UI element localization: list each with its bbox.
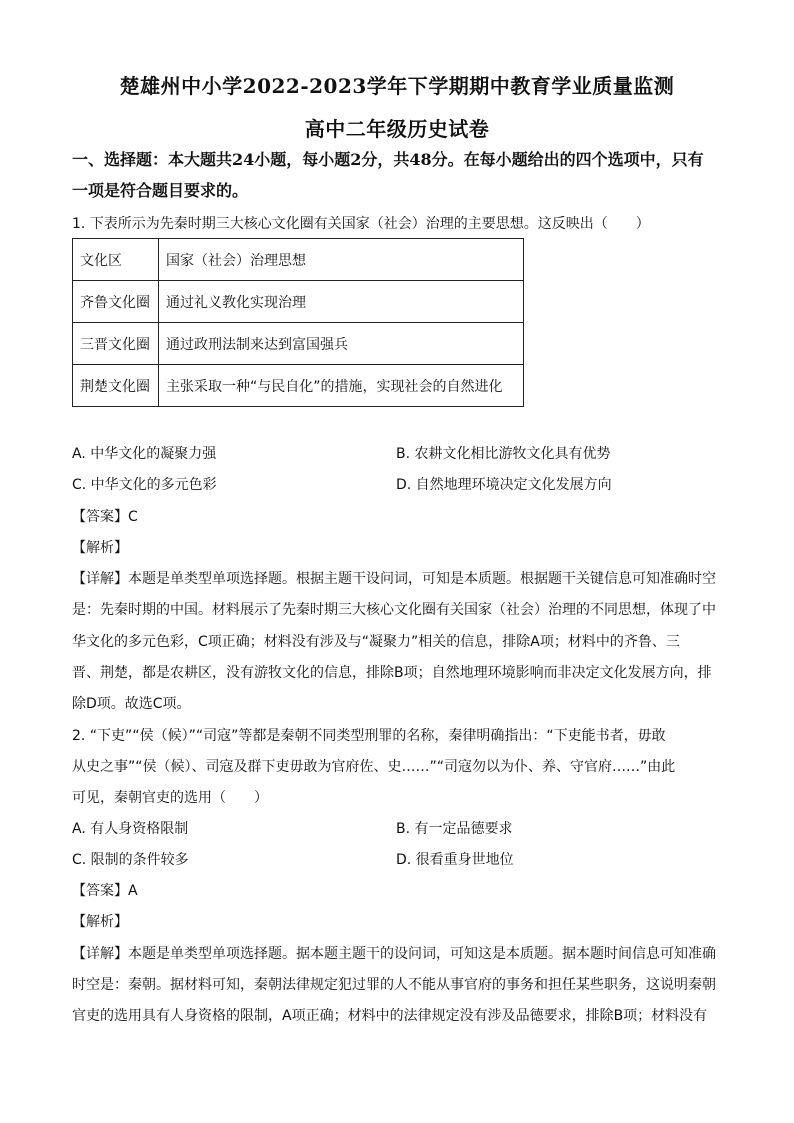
q2-analysis-label: 【解析】 — [72, 914, 128, 930]
q2-stem-line: 可见，秦朝官吏的选用（ ） — [72, 790, 268, 806]
section-heading-line-2: 一项是符合题目要求的。 — [72, 181, 249, 200]
q2-detail-line: 官吏的选用具有人身资格的限制，A项正确；材料中的法律规定没有涉及品德要求，排除B项；材料没有 — [72, 1008, 708, 1024]
table-header-cell: 文化区 — [73, 239, 159, 281]
q1-detail-line: 晋、荆楚，都是农耕区，没有游牧文化的信息，排除B项；自然地理环境影响而非决定文化发展方向，排 — [72, 665, 712, 681]
q1-option-a: A. 中华文化的凝聚力强 — [72, 446, 217, 462]
exam-subtitle: 高中二年级历史试卷 — [304, 117, 490, 141]
q1-answer: 【答案】C — [72, 509, 138, 525]
q2-detail-line: 【详解】本题是单类型单项选择题。据本题主题干的设问词，可知这是本质题。据本题时间信息可知准确 — [72, 946, 716, 962]
table-cell: 三晋文化圈 — [73, 323, 159, 365]
table-row — [73, 365, 524, 407]
q2-stem-line: 2. “下吏”“侯（候）”“司寇”等都是秦朝不同类型刑罪的名称，秦律明确指出：“下吏能书者，毋敢 — [72, 728, 666, 744]
table-row — [73, 281, 524, 323]
q1-detail-line: 【详解】本题是单类型单项选择题。根据主题干设问词，可知是本质题。根据题干关键信息可知准确时空 — [72, 571, 716, 587]
section-heading-line-1: 一、选择题：本大题共24小题，每小题2分，共48分。在每小题给出的四个选项中，只有 — [72, 150, 704, 169]
q1-analysis-label: 【解析】 — [72, 540, 128, 556]
q1-detail-line: 除D项。故选C项。 — [72, 696, 191, 712]
table-header-cell: 国家（社会）治理思想 — [159, 239, 524, 281]
table-cell: 通过政刑法制来达到富国强兵 — [159, 323, 524, 365]
q1-option-d: D. 自然地理环境决定文化发展方向 — [396, 477, 612, 493]
q1-option-b: B. 农耕文化相比游牧文化具有优势 — [396, 446, 611, 462]
q1-detail-line: 华文化的多元色彩，C项正确；材料没有涉及与“凝聚力”相关的信息，排除A项；材料中的齐鲁、三 — [72, 634, 680, 650]
table-cell: 齐鲁文化圈 — [73, 281, 159, 323]
table-header-row — [73, 239, 524, 281]
exam-title: 楚雄州中小学2022-2023学年下学期期中教育学业质量监测 — [119, 74, 675, 98]
table-row — [73, 323, 524, 365]
q2-stem-line: 从史之事”“侯（候）、司寇及群下吏毋敢为官府佐、史……”“司寇勿以为仆、养、守官府……”由此 — [72, 759, 676, 775]
table-cell: 主张采取一种“与民自化”的措施，实现社会的自然进化 — [159, 365, 524, 407]
q1-detail-line: 是：先秦时期的中国。材料展示了先秦时期三大核心文化圈有关国家（社会）治理的不同思想，体现了中 — [72, 602, 716, 618]
q2-answer: 【答案】A — [72, 883, 138, 899]
q2-option-a: A. 有人身资格限制 — [72, 821, 189, 837]
q2-detail-line: 时空是：秦朝。据材料可知，秦朝法律规定犯过罪的人不能从事官府的事务和担任某些职务，这说明秦朝 — [72, 977, 716, 993]
table-cell: 通过礼义教化实现治理 — [159, 281, 524, 323]
q2-option-c: C. 限制的条件较多 — [72, 852, 189, 868]
q1-stem: 1. 下表所示为先秦时期三大核心文化圈有关国家（社会）治理的主要思想。这反映出（ ） — [72, 216, 650, 232]
q1-culture-table — [72, 238, 524, 407]
q1-option-c: C. 中华文化的多元色彩 — [72, 477, 217, 493]
table-cell: 荆楚文化圈 — [73, 365, 159, 407]
q2-option-b: B. 有一定品德要求 — [396, 821, 513, 837]
q2-option-d: D. 很看重身世地位 — [396, 852, 514, 868]
